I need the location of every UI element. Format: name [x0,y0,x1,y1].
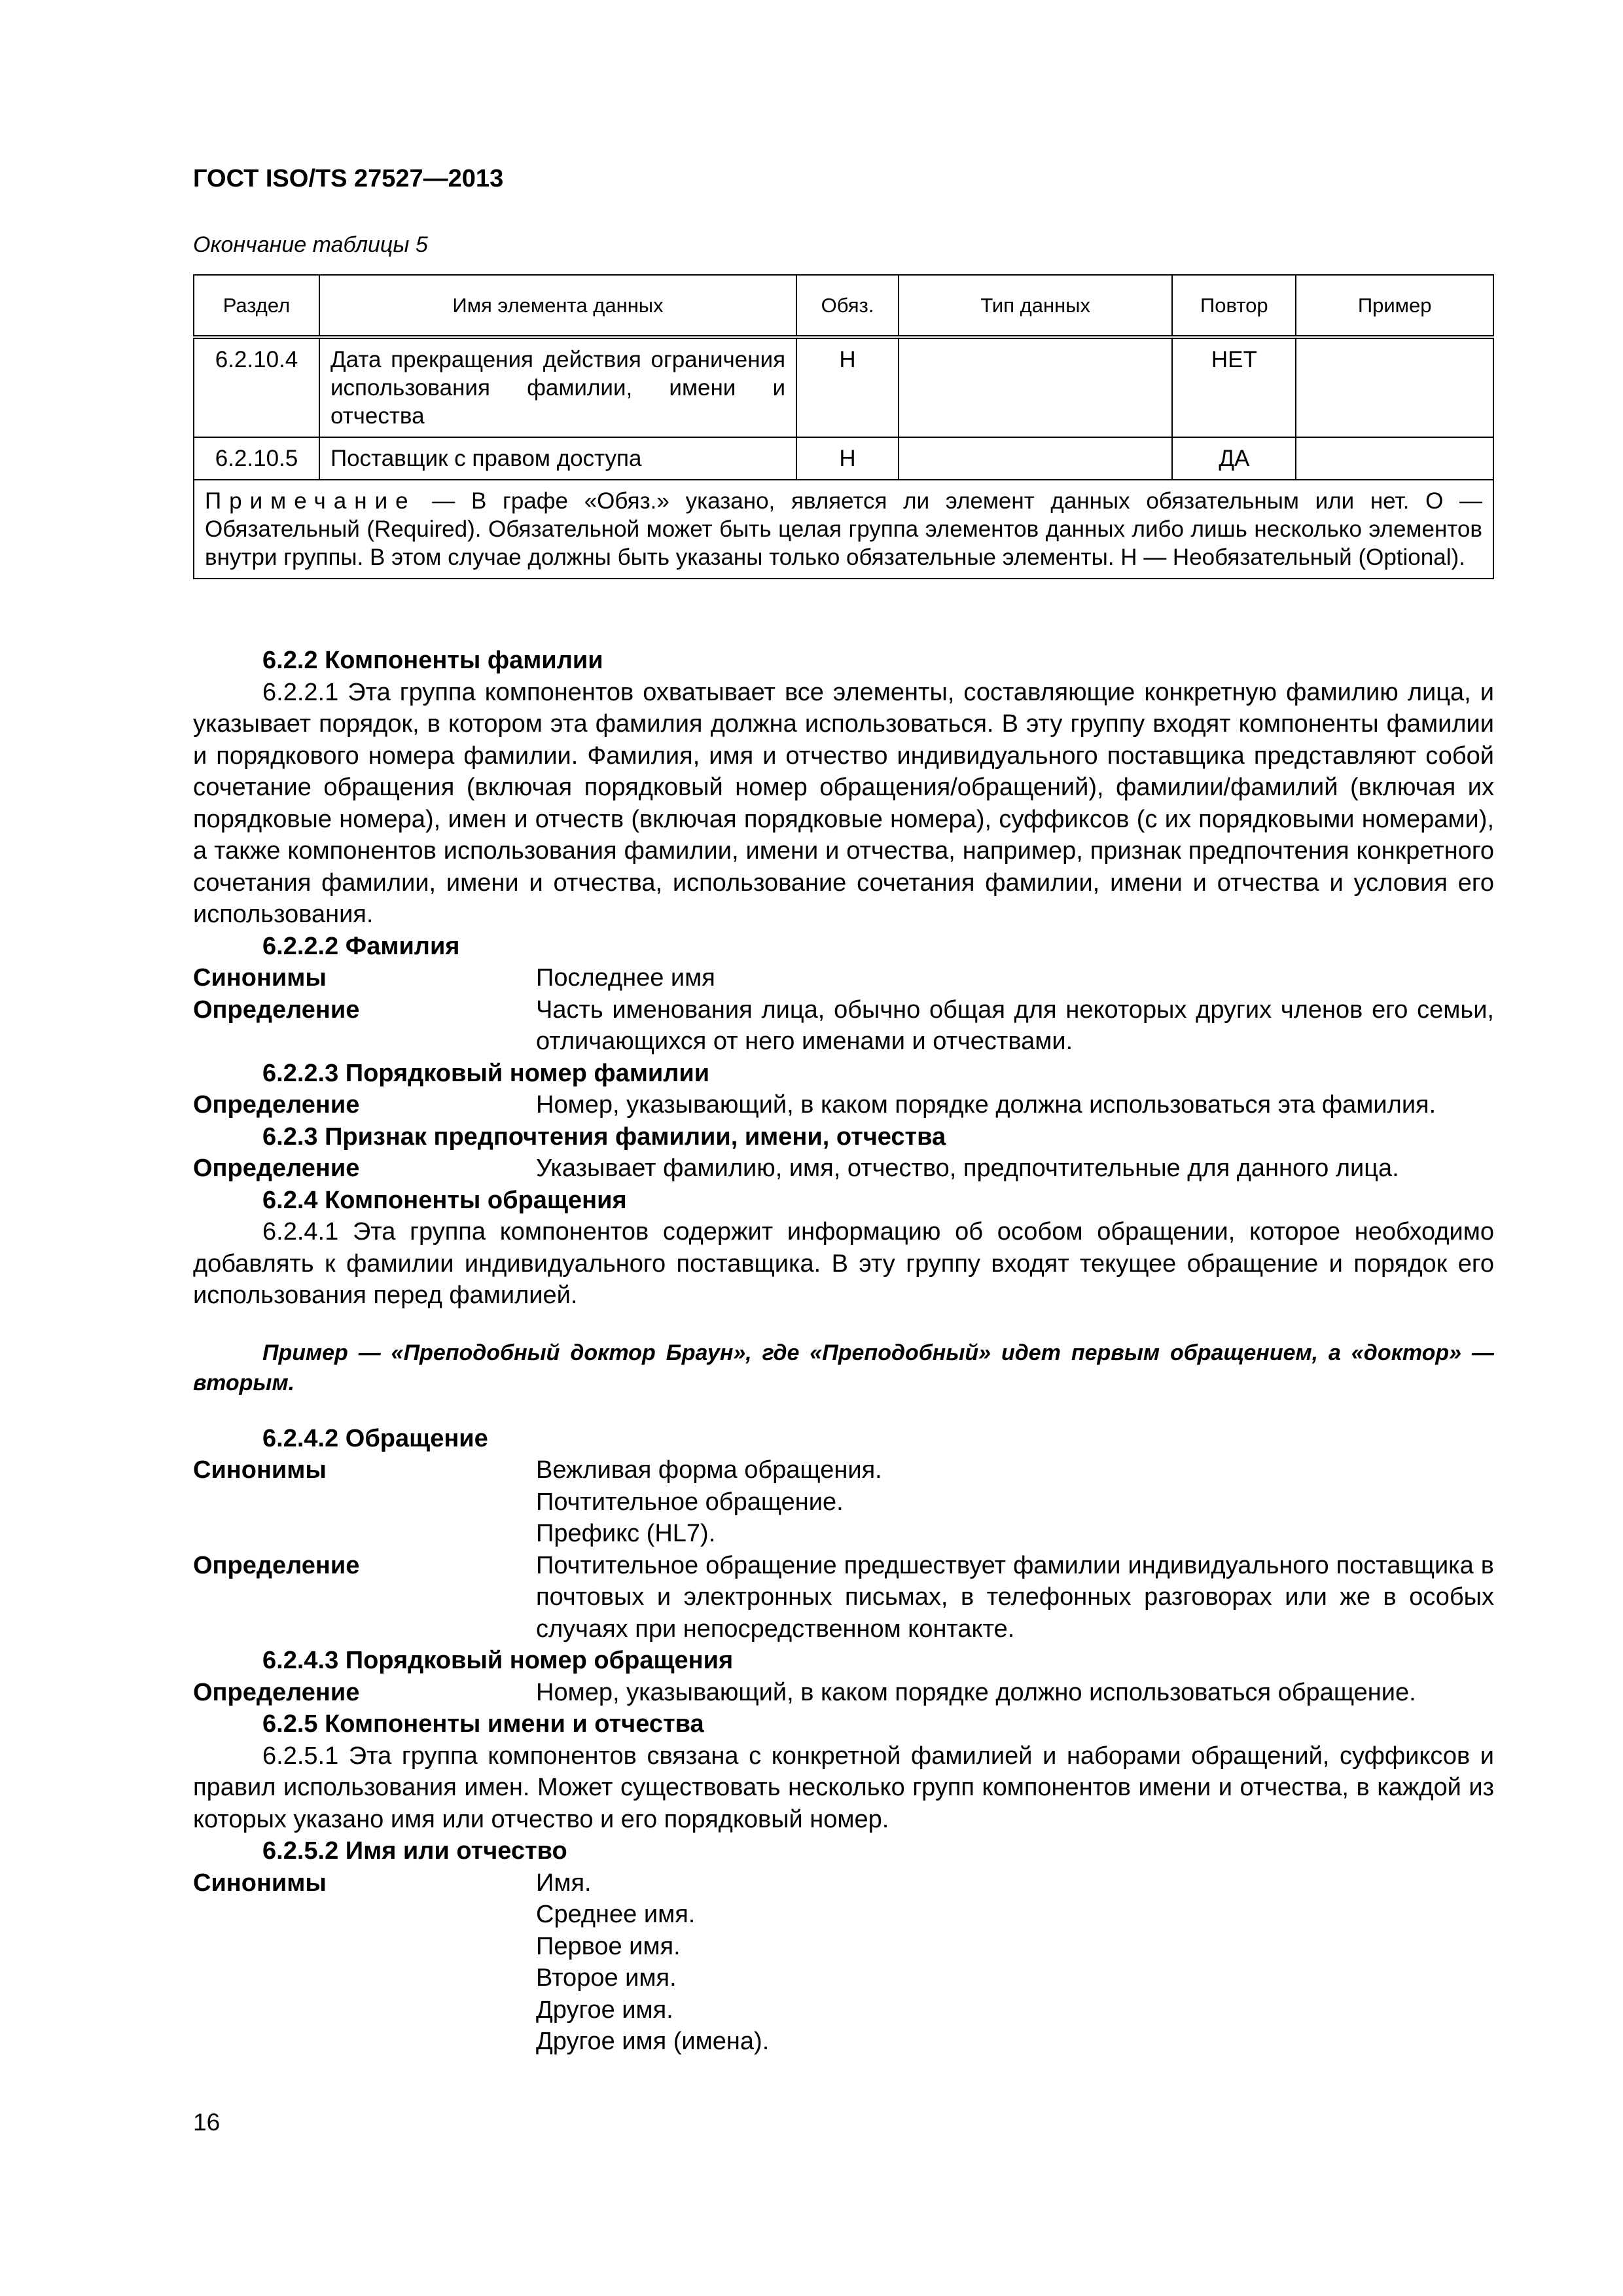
section-heading: 6.2.3 Признак предпочтения фамилии, имени, отчества [262,1122,946,1151]
cell-repeat: НЕТ [1172,337,1296,437]
synonyms-label: Синонимы [193,1456,327,1484]
paragraph: 6.2.4.1 Эта группа компонентов содержит информацию об особом обращении, которое необходимо добавлять к фамилии индивидуального поставщика. В эту группу входят текущее обращение и порядок его использования перед фамилией. [193,1218,1494,1309]
synonyms-row [193,1867,1494,2058]
cell-repeat: ДА [1172,437,1296,480]
cell-example [1296,337,1493,437]
definition-value: Номер, указывающий, в каком порядке должно использоваться обращение. [536,1678,1416,1706]
section-heading: 6.2.4 Компоненты обращения [262,1186,627,1214]
synonym-item: Второе имя. [536,1964,677,1992]
column-header: Тип данных [899,275,1172,337]
synonym-item: Префикс (HL7). [536,1520,716,1547]
cell-type [899,437,1172,480]
cell-name: Дата прекращения действия ограничения использования фамилии, имени и отчества [319,337,796,437]
table-row [194,337,1493,437]
definition-value: Почтительное обращение предшествует фамилии индивидуального поставщика в почтовых и электронных письмах, в телефонных разговорах или же в особых случаях при непосредственном контакте. [536,1551,1494,1643]
definition-row [193,1089,1494,1121]
cell-name: Поставщик с правом доступа [319,437,796,480]
synonyms-label: Синонимы [193,964,327,992]
synonyms-row [193,1454,1494,1550]
cell-section: 6.2.10.4 [194,337,319,437]
cell-example [1296,437,1493,480]
section-heading: 6.2.2 Компоненты фамилии [262,647,603,674]
definition-label: Определение [193,1155,360,1182]
synonym-item: Первое имя. [536,1932,681,1960]
definition-value: Часть именования лица, обычно общая для некоторых других членов его семьи, отличающихся от него именами и отчествами. [536,996,1494,1055]
synonym-item: Почтительное обращение. [536,1488,844,1516]
synonyms-value: Последнее имя [536,964,715,992]
table-5 [193,274,1494,579]
definition-row [193,994,1494,1058]
synonym-item: Вежливая форма обращения. [536,1456,882,1484]
synonyms-row [193,962,1494,994]
definition-value: Указывает фамилию, имя, отчество, предпочтительные для данного лица. [536,1155,1399,1182]
subsection-heading: 6.2.2.2 Фамилия [262,932,460,960]
cell-mandatory: Н [796,437,899,480]
definition-value: Номер, указывающий, в каком порядке должна использоваться эта фамилия. [536,1091,1436,1119]
column-header: Имя элемента данных [319,275,796,337]
synonym-item: Другое имя. [536,1996,673,2024]
table-row [194,437,1493,480]
cell-type [899,337,1172,437]
table-caption: Окончание таблицы 5 [193,232,428,257]
subsection-heading: 6.2.4.2 Обращение [262,1424,488,1452]
synonym-item: Имя. [536,1869,592,1897]
synonym-item: Другое имя (имена). [536,2028,770,2055]
note-text: — В графе «Обяз.» указано, является ли элемент данных обязательным или нет. О — Обязательный (Required). Обязательной может быть целая группа элементов данных либо лишь несколько элементов внутри группы. В этом случае должны быть указаны только обязательные элементы. Н — Необязательный (Optional). [205,488,1482,570]
subsection-heading: 6.2.4.3 Порядковый номер обращения [262,1647,734,1674]
page-number: 16 [193,2109,221,2136]
synonym-item: Среднее имя. [536,1901,696,1928]
definition-label: Определение [193,1678,360,1706]
paragraph: 6.2.2.1 Эта группа компонентов охватывает все элементы, составляющие конкретную фамилию лица, и указывает порядок, в котором эта фамилия должна использоваться. В эту группу входят компоненты фамилии и порядкового номера фамилии. Фамилия, имя и отчество индивидуального поставщика представляют собой сочетание обращения (включая порядковый номер обращения/обращений), фамилии/фамилий (включая их порядковые номера), имен и отчеств (включая порядковые номера), суффиксов (с их порядковыми номерами), а также компонентов использования фамилии, имени и отчества, например, признак предпочтения конкретного сочетания фамилии, имени и отчества, использование сочетания фамилии, имени и отчества и условия его использования. [193,678,1494,928]
definition-row [193,1153,1494,1185]
synonyms-list [536,1454,1494,1550]
document-body [193,645,1494,2058]
document-header: ГОСТ ISO/TS 27527—2013 [193,165,504,192]
table-note-row [194,480,1493,579]
paragraph: 6.2.5.1 Эта группа компонентов связана с конкретной фамилией и наборами обращений, суффиксов и правил использования имен. Может существовать несколько групп компонентов имени и отчества, в каждой из которых указано имя или отчество и его порядковый номер. [193,1742,1494,1833]
definition-label: Определение [193,996,360,1024]
example-note: Пример — «Преподобный доктор Браун», где «Преподобный» идет первым обращением, а «доктор» — вторым. [193,1340,1494,1395]
note-label: Примечание [205,488,416,514]
table-note [194,480,1493,579]
definition-row [193,1550,1494,1645]
table-header-row [194,275,1493,337]
subsection-heading: 6.2.5.2 Имя или отчество [262,1837,567,1865]
column-header: Раздел [194,275,319,337]
column-header: Пример [1296,275,1493,337]
subsection-heading: 6.2.2.3 Порядковый номер фамилии [262,1059,710,1087]
definition-label: Определение [193,1551,360,1579]
column-header: Повтор [1172,275,1296,337]
synonyms-list [536,1867,1494,2058]
cell-mandatory: Н [796,337,899,437]
definition-row [193,1677,1494,1709]
section-heading: 6.2.5 Компоненты имени и отчества [262,1710,704,1738]
definition-label: Определение [193,1091,360,1119]
cell-section: 6.2.10.5 [194,437,319,480]
column-header: Обяз. [796,275,899,337]
synonyms-label: Синонимы [193,1869,327,1897]
